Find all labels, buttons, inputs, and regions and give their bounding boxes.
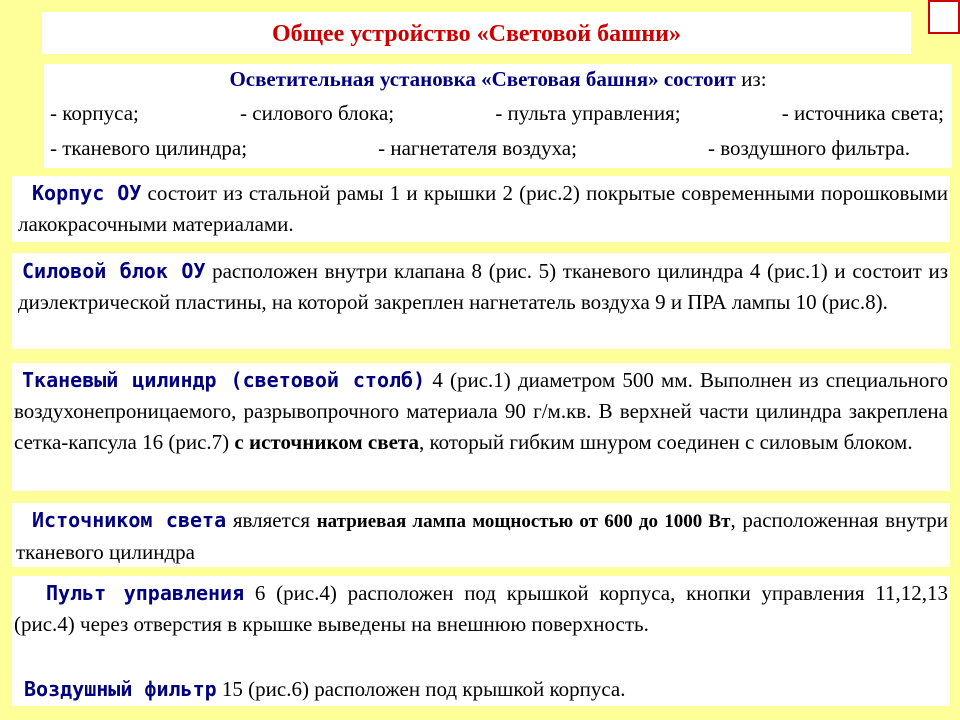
intro-heading: [44, 66, 952, 92]
silovoy-section: [12, 253, 950, 349]
list-item: - силового блока;: [240, 101, 395, 125]
silovoy-keyword: Силовой блок ОУ: [22, 259, 206, 283]
cylinder-section: [12, 363, 950, 491]
source-keyword: Источником света: [32, 508, 227, 532]
intro-heading-text: Осветительная установка «Световая башня» состоит: [229, 67, 736, 91]
list-item: - тканевого цилиндра;: [50, 136, 248, 160]
silovoy-text: расположен внутри клапана 8 (рис. 5) тканевого цилиндра 4 (рис.1) и состоит из диэлектрической пластины, на которой закреплен нагнетатель воздуха 9 и ПРА лампы 10 (рис.8).: [18, 259, 948, 314]
cylinder-text-1: 4 (рис.1) диаметром 500 мм. Выполнен из специального воздухонепроницаемого, разрывопрочного материала 90 г/м.кв. В верхней части цилиндра закреплена сетка-капсула 16 (рис.7): [14, 368, 948, 454]
intro-heading-tail: из:: [735, 67, 767, 91]
pult-text: 6 (рис.4) расположен под крышкой корпуса, кнопки управления 11,12,13 (рис.4) через отверстия в крышке выведены на внешнюю поверхность.: [14, 581, 948, 636]
source-text-1: является: [226, 508, 317, 532]
corner-checkbox-icon: [928, 0, 960, 34]
korpus-keyword: Корпус ОУ: [32, 181, 142, 205]
source-text-2: , расположенная внутри тканевого цилиндра: [16, 508, 948, 564]
intro-list-row-2: [50, 135, 910, 161]
list-item: - нагнетателя воздуха;: [378, 136, 577, 160]
intro-panel: [44, 64, 952, 168]
list-item: - воздушного фильтра.: [708, 136, 910, 160]
page-title-text: Общее устройство «Световой башни»: [271, 21, 681, 47]
list-item: - пульта управления;: [495, 101, 681, 125]
source-bold-text: натриевая лампа мощностью от 600 до 1000 Вт: [316, 511, 731, 532]
cylinder-keyword: Тканевый цилиндр (световой столб): [22, 368, 426, 392]
filter-line: [24, 674, 626, 705]
pult-section: [12, 576, 950, 706]
source-section: [12, 503, 950, 567]
list-item: - источника света;: [781, 101, 944, 125]
korpus-section: [12, 176, 950, 242]
list-item: - корпуса;: [50, 101, 139, 125]
korpus-text: состоит из стальной рамы 1 и крышки 2 (рис.2) покрытые современными порошковыми лакокрасочными материалами.: [18, 181, 948, 236]
page-title: [42, 12, 911, 54]
intro-list-row-1: [50, 100, 944, 126]
cylinder-bold-text: с источником света: [234, 430, 419, 454]
pult-keyword: Пульт управления: [46, 581, 245, 605]
filter-keyword: Воздушный фильтр: [24, 677, 217, 701]
cylinder-text-2: , который гибким шнуром соединен с силовым блоком.: [418, 430, 913, 454]
filter-text: 15 (рис.6) расположен под крышкой корпуса.: [216, 677, 626, 701]
